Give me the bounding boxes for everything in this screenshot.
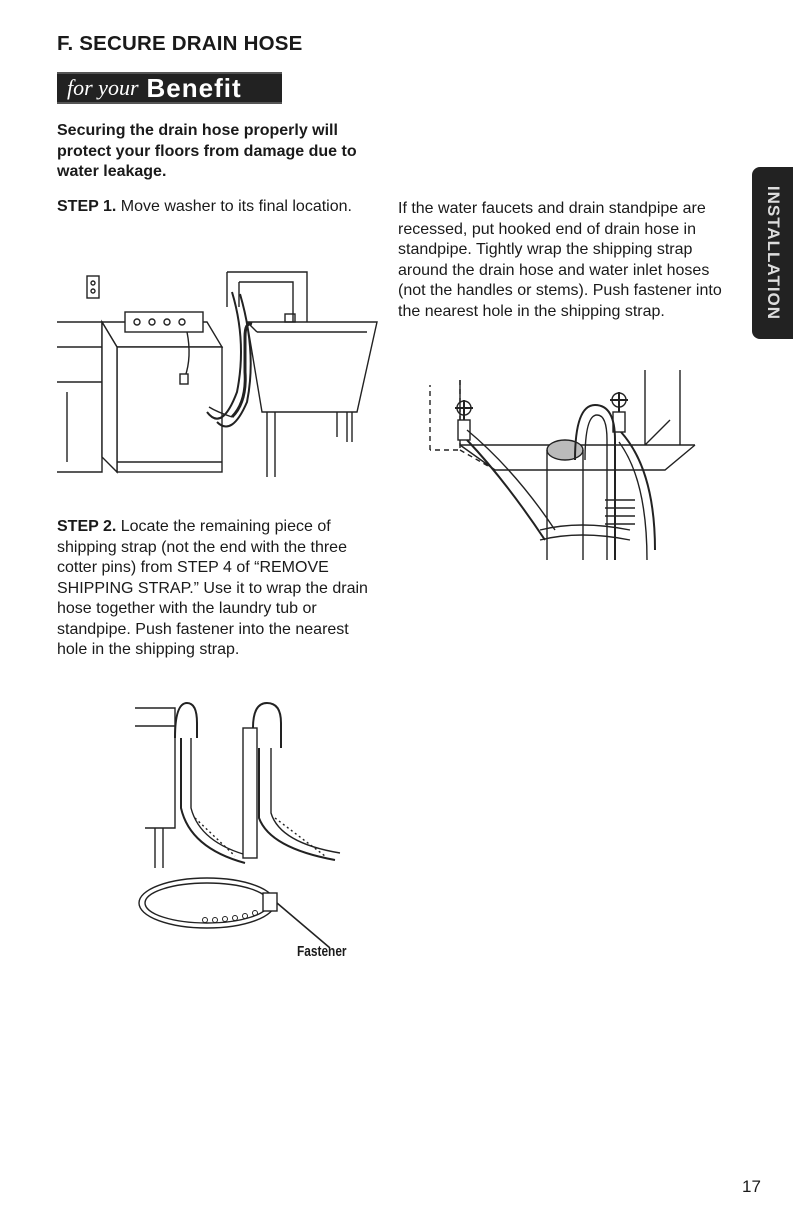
step2-text: Locate the remaining piece of shipping strap (not the end with the three cotter pins) from STEP 4 of “REMOVE SHIPPING STRAP.” Use it to wrap the drain hose together with the laundry tub or standpipe. Push fastener into the nearest hole in the shipping strap.	[57, 518, 368, 658]
step2-label: STEP 2.	[57, 518, 117, 535]
step2-paragraph	[57, 517, 377, 661]
recessed-standpipe-illustration	[425, 350, 700, 575]
washer-laundry-tub-illustration	[57, 262, 382, 477]
benefit-text: Securing the drain hose properly will protect your floors from damage due to water leakage.	[57, 122, 357, 180]
step1-text: Move washer to its final location.	[116, 198, 352, 215]
benefit-badge-for-your: for your	[67, 75, 139, 100]
step1-paragraph	[57, 197, 357, 218]
benefit-badge	[57, 72, 282, 104]
page-number: 17	[742, 1177, 761, 1196]
section-title: F. SECURE DRAIN HOSE	[57, 32, 303, 55]
recessed-paragraph: If the water faucets and drain standpipe are recessed, put hooked end of drain hose in standpipe. Tightly wrap the shipping strap around the drain hose and water inlet hoses (not the handles or stems). Push fastener into the nearest hole in the shipping strap.	[398, 200, 722, 320]
installation-side-tab	[752, 167, 793, 339]
side-tab-label: INSTALLATION	[763, 185, 783, 321]
fastener-label: Fastener	[297, 944, 347, 960]
benefit-badge-benefit: Benefit	[146, 72, 242, 103]
strap-fastener-illustration	[135, 698, 365, 948]
step1-label: STEP 1.	[57, 198, 117, 215]
